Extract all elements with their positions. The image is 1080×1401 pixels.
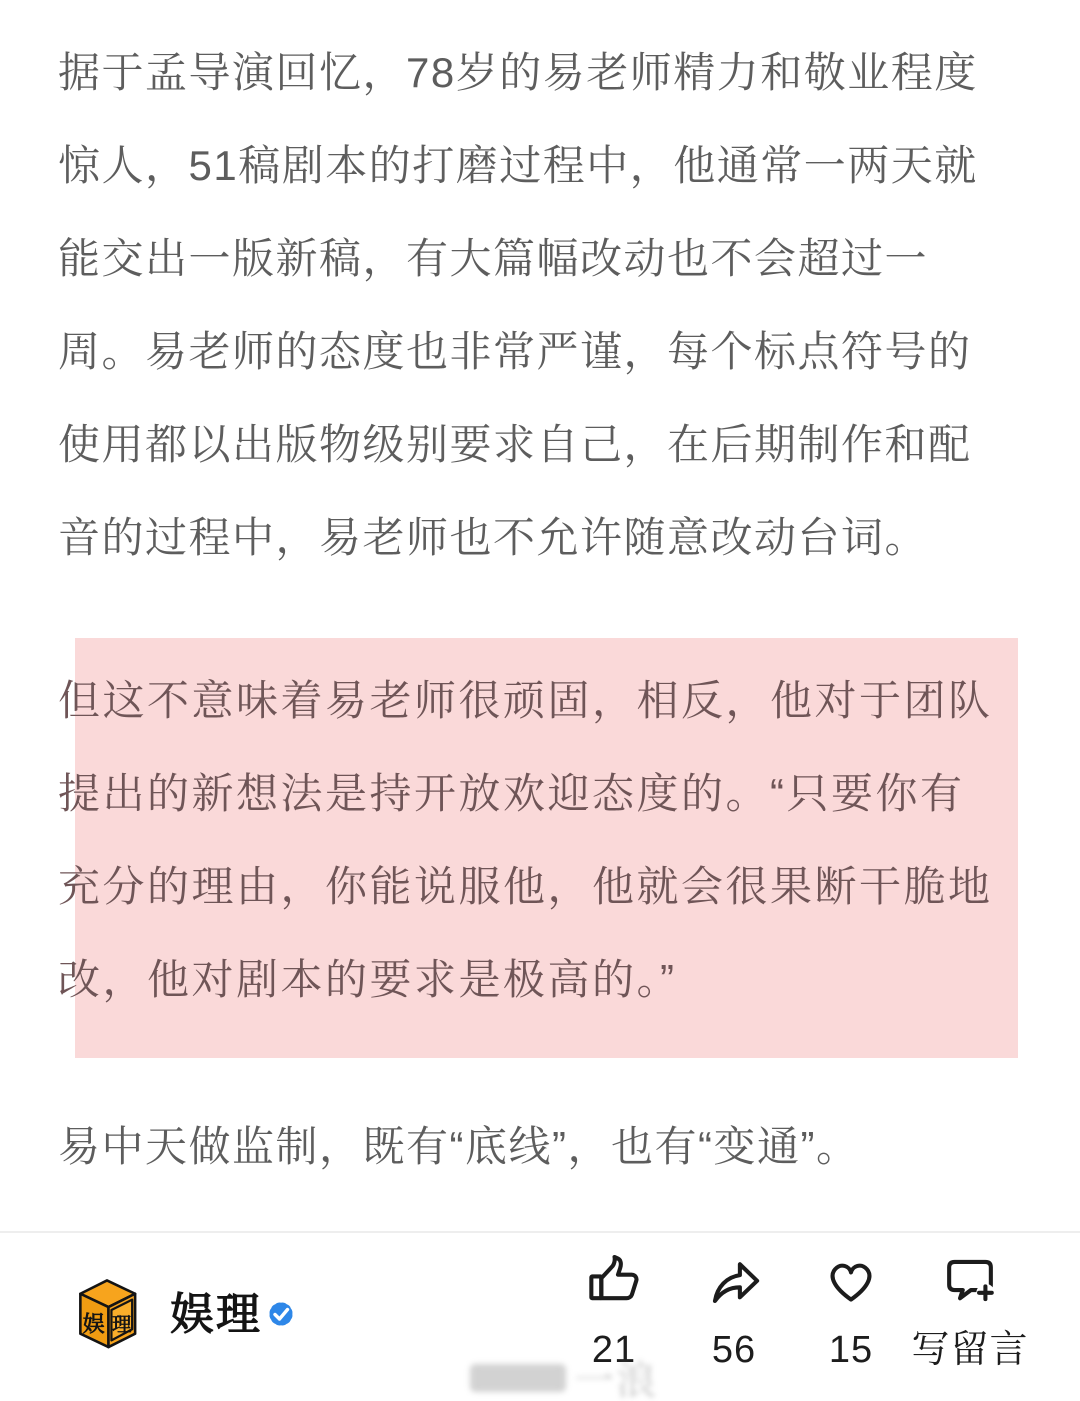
article-line: 但这不意味着易老师很顽固，相反，他对于团队	[58, 677, 993, 724]
article-line: 使用都以出版物级别要求自己，在后期制作和配	[58, 421, 972, 468]
share-button[interactable]	[678, 1252, 790, 1370]
watermark-text: 一浪	[574, 1359, 658, 1401]
article-line: 改，他对剧本的要求是极高的。”	[58, 956, 677, 1003]
comment-bubble-icon	[941, 1252, 999, 1310]
highlighted-paragraph	[58, 654, 993, 1026]
comment-button[interactable]	[900, 1252, 1040, 1370]
favorite-count: 15	[828, 1329, 874, 1371]
avatar-char-right: 理	[112, 1314, 132, 1336]
article-line: 充分的理由，你能说服他，他就会很果断干脆地	[58, 863, 993, 910]
comment-label: 写留言	[911, 1329, 1029, 1371]
share-arrow-icon	[705, 1252, 763, 1310]
article-line: 易中天做监制，既有“底线”，也有“变通”。	[58, 1123, 860, 1170]
paragraph-3	[58, 1100, 859, 1193]
account-name[interactable]: 娱理	[170, 1290, 262, 1339]
verified-badge-icon	[264, 1297, 298, 1331]
like-count: 21	[591, 1329, 637, 1371]
article-line: 提出的新想法是持开放欢迎态度的。“只要你有	[58, 770, 965, 817]
article-line: 惊人，51稿剧本的打磨过程中，他通常一两天就	[58, 142, 978, 189]
article-line: 周。易老师的态度也非常严谨，每个标点符号的	[58, 328, 972, 375]
favorite-button[interactable]	[795, 1252, 907, 1370]
avatar-char-left: 娱	[82, 1311, 105, 1337]
article-line: 音的过程中，易老师也不允许随意改动台词。	[58, 514, 929, 561]
avatar-logo-icon	[70, 1274, 144, 1352]
thumbs-up-icon	[585, 1252, 643, 1310]
article-line: 能交出一版新稿，有大篇幅改动也不会超过一	[58, 235, 929, 282]
heart-icon	[822, 1252, 880, 1310]
footer-divider	[0, 1231, 1080, 1233]
like-button[interactable]	[558, 1252, 670, 1370]
article-line: 据于孟导演回忆，78岁的易老师精力和敬业程度	[58, 49, 978, 96]
watermark-smudge	[470, 1364, 566, 1392]
paragraph-1	[58, 26, 978, 584]
account-avatar[interactable]	[70, 1274, 144, 1352]
share-count: 56	[711, 1329, 757, 1371]
